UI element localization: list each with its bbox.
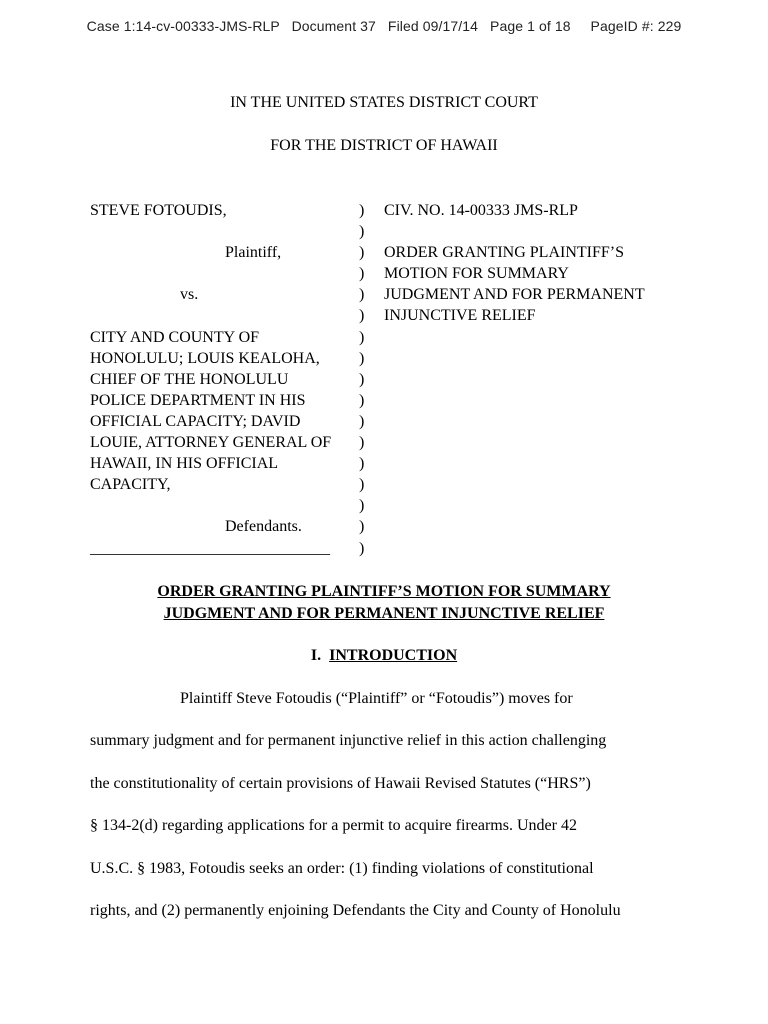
caption-defendant-line: OFFICIAL CAPACITY; DAVID [90,412,301,430]
caption-paren: ) [359,307,365,325]
section-title: INTRODUCTION [329,647,458,664]
caption-paren: ) [359,434,365,452]
court-name: IN THE UNITED STATES DISTRICT COURT [230,94,538,111]
caption-parties [90,200,365,559]
caption-underline: ______________________________ [90,539,330,557]
caption-blank [90,263,365,284]
caption-paren: ) [359,518,365,536]
caption-defendants-role: Defendants. [225,518,302,536]
caption-blank [384,221,704,242]
caption-defendant-line: CAPACITY, [90,476,171,494]
caption-paren: ) [359,455,365,473]
order-caption-line: INJUNCTIVE RELIEF [384,307,536,325]
caption-blank [90,495,365,516]
caption-plaintiff-name: STEVE FOTOUDIS, [90,202,227,219]
caption-paren: ) [359,265,365,283]
caption-paren: ) [359,476,365,494]
caption-paren: ) [359,286,365,304]
section-heading [0,647,768,665]
caption-versus: vs. [180,286,199,304]
body-line: rights, and (2) permanently enjoining Defendants the City and County of Honolulu [90,901,621,919]
caption-parentheses [359,200,371,559]
order-title-line-1: ORDER GRANTING PLAINTIFF’S MOTION FOR SUMMARY [157,583,611,600]
caption-paren: ) [359,244,365,262]
caption-paren: ) [359,391,365,409]
order-title-line-2: JUDGMENT AND FOR PERMANENT INJUNCTIVE RELIEF [163,605,605,622]
caption-defendant-line: HONOLULU; LOUIS KEALOHA, [90,349,320,367]
body-line: the constitutionality of certain provisions of Hawaii Revised Statutes (“HRS”) [90,774,591,792]
caption-paren: ) [359,223,365,241]
caption-defendant-line: HAWAII, IN HIS OFFICIAL [90,455,279,473]
court-district: FOR THE DISTRICT OF HAWAII [270,137,498,154]
caption-paren: ) [359,412,365,430]
caption-case-info [384,200,704,327]
body-line: Plaintiff Steve Fotoudis (“Plaintiff” or “Fotoudis”) moves for [180,690,573,707]
order-caption-line: MOTION FOR SUMMARY [384,265,569,283]
caption-defendant-line: CITY AND COUNTY OF [90,328,260,346]
caption-blank [90,221,365,242]
case-number: CIV. NO. 14-00333 JMS-RLP [384,202,578,219]
order-caption-line: JUDGMENT AND FOR PERMANENT [384,286,645,304]
body-line: U.S.C. § 1983, Fotoudis seeks an order: (1) finding violations of constitutional [90,859,594,877]
caption-defendant-line: CHIEF OF THE HONOLULU [90,370,289,388]
caption-plaintiff-role: Plaintiff, [225,244,282,262]
filing-stamp: Case 1:14-cv-00333-JMS-RLP Document 37 Filed 09/17/14 Page 1 of 18 PageID #: 229 [86,18,682,34]
body-paragraph [90,678,690,932]
body-line: § 134-2(d) regarding applications for a permit to acquire firearms. Under 42 [90,817,577,835]
caption-paren: ) [359,328,365,346]
order-caption-line: ORDER GRANTING PLAINTIFF’S [384,244,625,262]
caption-defendant-line: POLICE DEPARTMENT IN HIS [90,391,306,409]
caption-paren: ) [359,497,365,515]
body-line: summary judgment and for permanent injunctive relief in this action challenging [90,732,607,750]
section-number: I. [310,647,322,664]
caption-paren: ) [359,370,365,388]
caption-defendant-line: LOUIE, ATTORNEY GENERAL OF [90,434,332,452]
caption-blank [90,305,365,326]
caption-paren: ) [359,202,365,219]
caption-paren: ) [359,539,365,557]
caption-paren: ) [359,349,365,367]
